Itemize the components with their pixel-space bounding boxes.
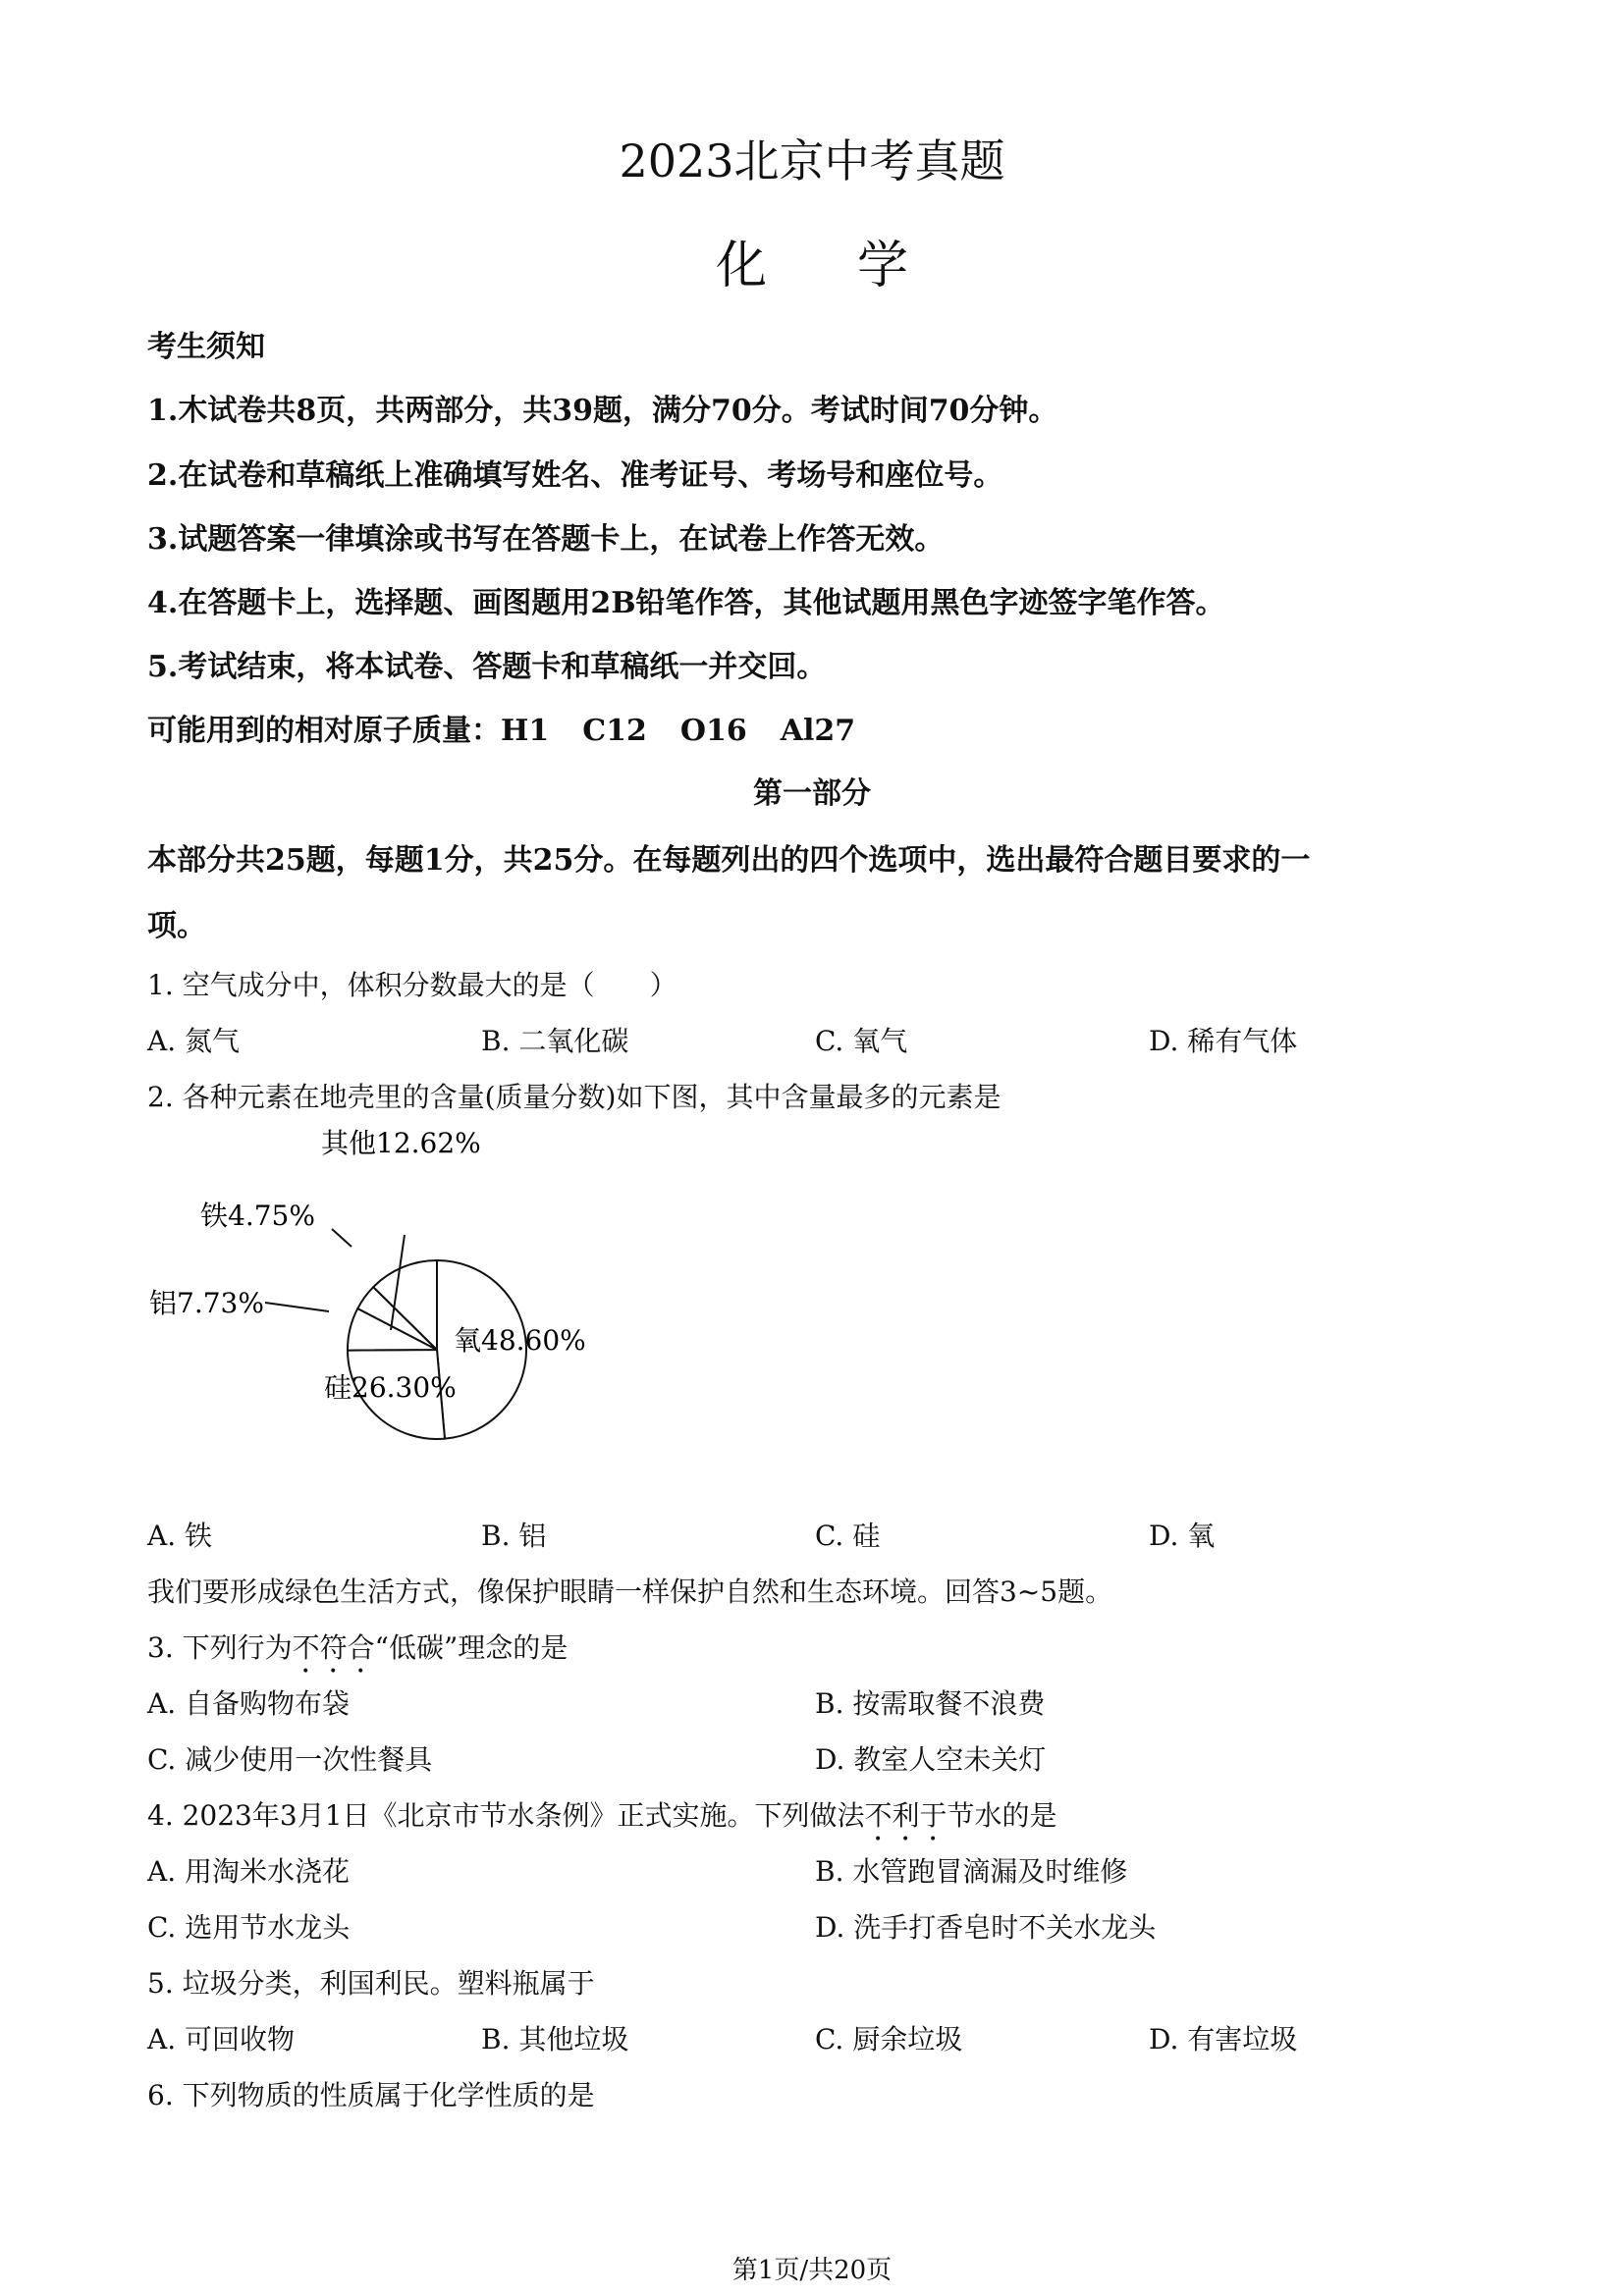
q2-option-a: A. 铁: [147, 1520, 213, 1552]
q1-stem: 1. 空气成分中，体积分数最大的是（ ）: [147, 969, 677, 1001]
q4-stem-emphasis: 不利于: [864, 1799, 947, 1832]
q3-option-c: C. 减少使用一次性餐具: [147, 1743, 433, 1776]
part1-heading: 第一部分: [753, 776, 871, 811]
q5-option-b: B. 其他垃圾: [481, 2023, 629, 2056]
q3-stem: [147, 1627, 568, 1680]
q3-stem-emphasis: 不符合: [292, 1631, 375, 1664]
q3-option-b: B. 按需取餐不浪费: [815, 1687, 1046, 1720]
q5-stem: 5. 垃圾分类，利国利民。塑料瓶属于: [147, 1967, 595, 2000]
q4-stem: [147, 1794, 1057, 1847]
q4-option-b: B. 水管跑冒滴漏及时维修: [815, 1855, 1128, 1888]
notice-heading: 考生须知: [147, 330, 265, 364]
q3-stem-pre: 3. 下列行为: [147, 1631, 293, 1664]
q3-option-d: D. 教室人空未关灯: [815, 1743, 1047, 1776]
notice-item-5: 5.考试结束，将本试卷、答题卡和草稿纸一并交回。: [147, 650, 827, 684]
passage-text: 我们要形成绿色生活方式，像保护眼睛一样保护自然和生态环境。回答3~5题。: [147, 1575, 1113, 1608]
q6-stem: 6. 下列物质的性质属于化学性质的是: [147, 2079, 595, 2111]
atomic-mass-label: 可能用到的相对原子质量：: [147, 714, 501, 748]
pie-label-silicon: 硅26.30%: [324, 1371, 457, 1404]
q4-option-a: A. 用淘米水浇花: [147, 1855, 351, 1888]
q2-option-b: B. 铝: [481, 1520, 547, 1552]
q3-option-a: A. 自备购物布袋: [147, 1687, 351, 1720]
q1-option-c: C. 氧气: [815, 1025, 908, 1057]
page-footer: 第1页/共20页: [731, 2256, 893, 2285]
atomic-mass-c: C12: [582, 714, 647, 748]
leader-line-aluminium: [265, 1303, 329, 1311]
q1-option-b: B. 二氧化碳: [481, 1025, 629, 1057]
q2-option-d: D. 氧: [1149, 1520, 1216, 1552]
q4-option-d: D. 洗手打香皂时不关水龙头: [815, 1911, 1157, 1944]
crust-element-pie-chart: [137, 1119, 628, 1502]
notice-item-3: 3.试题答案一律填涂或书写在答题卡上，在试卷上作答无效。: [147, 522, 945, 557]
q2-stem: 2. 各种元素在地壳里的含量(质量分数)如下图，其中含量最多的元素是: [147, 1081, 1001, 1113]
atomic-mass-o: O16: [679, 714, 747, 748]
pie-label-aluminium: 铝7.73%: [149, 1287, 264, 1319]
notice-item-4: 4.在答题卡上，选择题、画图题用2B铅笔作答，其他试题用黑色字迹签字笔作答。: [147, 586, 1225, 620]
q4-stem-pre: 4. 2023年3月1日《北京市节水条例》正式实施。下列做法: [147, 1799, 865, 1832]
q3-stem-post: “低碳”理念的是: [374, 1631, 568, 1664]
part1-intro-line1: 本部分共25题，每题1分，共25分。在每题列出的四个选项中，选出最符合题目要求的一: [147, 843, 1311, 878]
q5-option-c: C. 厨余垃圾: [815, 2023, 963, 2056]
q5-option-a: A. 可回收物: [147, 2023, 296, 2056]
pie-label-iron: 铁4.75%: [200, 1200, 315, 1232]
notice-item-1: 1.木试卷共8页，共两部分，共39题，满分70分。考试时间70分钟。: [147, 394, 1058, 428]
q4-option-c: C. 选用节水龙头: [147, 1911, 351, 1944]
part1-intro-line2: 项。: [147, 909, 206, 943]
atomic-mass-al: Al27: [780, 714, 856, 748]
atomic-mass-line: [147, 706, 855, 749]
pie-label-oxygen: 氧48.60%: [454, 1324, 586, 1357]
page-title: 2023北京中考真题: [619, 134, 1005, 187]
notice-item-2: 2.在试卷和草稿纸上准确填写姓名、准考证号、考场号和座位号。: [147, 458, 1003, 493]
pie-label-other: 其他12.62%: [321, 1127, 481, 1159]
q2-option-c: C. 硅: [815, 1520, 881, 1552]
q5-option-d: D. 有害垃圾: [1149, 2023, 1298, 2056]
q1-option-d: D. 稀有气体: [1149, 1025, 1298, 1057]
subject-title: 化学: [715, 237, 999, 295]
atomic-mass-h: H1: [501, 714, 550, 748]
q1-option-a: A. 氮气: [147, 1025, 241, 1057]
leader-line-iron: [332, 1229, 352, 1247]
q4-stem-post: 节水的是: [947, 1799, 1057, 1832]
